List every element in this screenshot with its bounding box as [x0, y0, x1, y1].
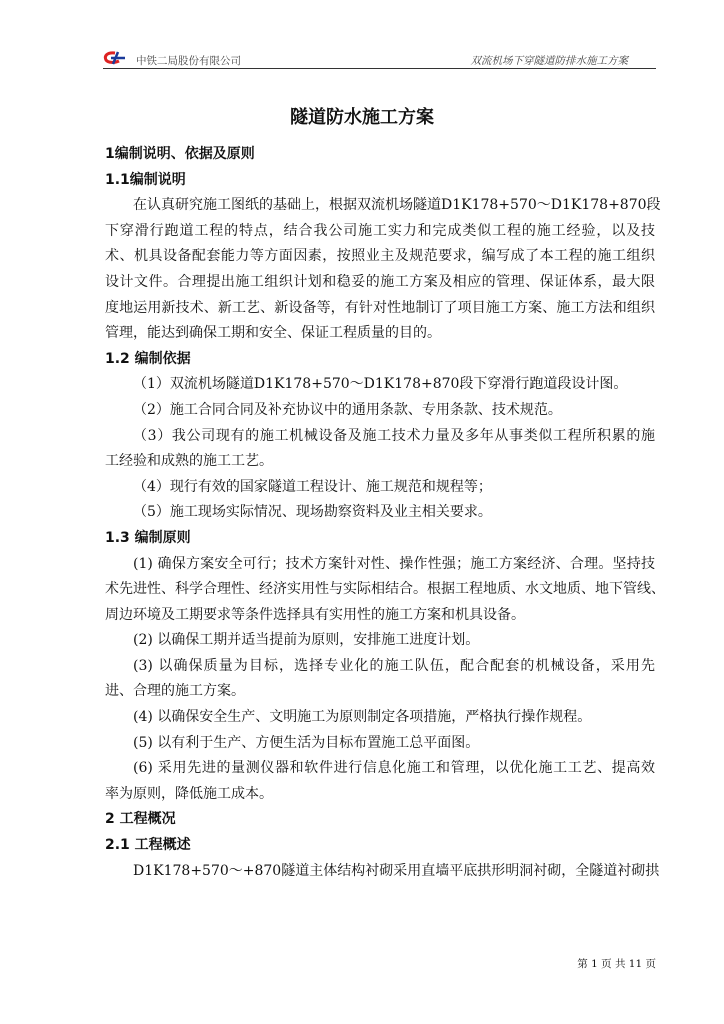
section-heading: 2.1 工程概述: [105, 837, 191, 854]
paragraph-line: 管理，能达到确保工期和安全、保证工程质量的目的。: [105, 325, 441, 342]
page-header: [103, 50, 656, 69]
paragraph-line: （2）施工合同合同及补充协议中的通用条款、专用条款、技术规范。: [133, 401, 562, 418]
section-heading: 2 工程概况: [105, 811, 176, 828]
paragraph-line: （3）我公司现有的施工机械设备及施工技术力量及多年从事类似工程所积累的施: [133, 427, 655, 444]
paragraph-line: 设计文件。合理提出施工组织计划和稳妥的施工方案及相应的管理、保证体系，最大限: [105, 273, 655, 290]
paragraph-line: （1）双流机场隧道D1K178+570～D1K178+870段下穿滑行跑道段设计图。: [133, 376, 628, 393]
paragraph-line: (2) 以确保工期并适当提前为原则，安排施工进度计划。: [133, 632, 480, 649]
paragraph-line: 术、机具设备配套能力等方面因素，按照业主及规范要求，编写成了本工程的施工组织: [105, 248, 655, 265]
header-doc-title: 双流机场下穿隧道防排水施工方案: [470, 55, 628, 67]
paragraph-line: 率为原则，降低施工成本。: [105, 785, 273, 802]
paragraph-line: （4）现行有效的国家隧道工程设计、施工规范和规程等；: [133, 478, 492, 495]
paragraph-line: D1K178+570～+870隧道主体结构衬砌采用直墙平底拱形明洞衬砌，全隧道衬砌拱: [133, 862, 660, 879]
section-heading: 1.2 编制依据: [105, 350, 191, 367]
paragraph-line: （5）施工现场实际情况、现场勘察资料及业主相关要求。: [133, 504, 492, 521]
paragraph-line: (4) 以确保安全生产、文明施工为原则制定各项措施，严格执行操作规程。: [133, 709, 592, 726]
paragraph-line: (5) 以有利于生产、方便生活为目标布置施工总平面图。: [133, 734, 480, 751]
company-logo-icon: [103, 51, 127, 65]
paragraph-line: 度地运用新技术、新工艺、新设备等，有针对性地制订了项目施工方案、施工方法和组织: [105, 299, 655, 316]
paragraph-line: 下穿滑行跑道工程的特点，结合我公司施工实力和完成类似工程的施工经验，以及技: [105, 222, 655, 239]
company-name: 中铁二局股份有限公司: [136, 55, 241, 67]
paragraph-line: (3) 以确保质量为目标，选择专业化的施工队伍，配合配套的机械设备，采用先: [133, 657, 655, 674]
section-heading: 1.1编制说明: [105, 171, 186, 188]
paragraph-line: (1) 确保方案安全可行；技术方案针对性、操作性强；施工方案经济、合理。坚持技: [133, 555, 655, 572]
paragraph-line: (6) 采用先进的量测仪器和软件进行信息化施工和管理，以优化施工工艺、提高效: [133, 760, 655, 777]
section-heading: 1.3 编制原则: [105, 529, 191, 546]
paragraph-line: 周边环境及工期要求等条件选择具有实用性的施工方案和机具设备。: [105, 606, 525, 623]
document-body: [105, 142, 665, 884]
paragraph-line: 进、合理的施工方案。: [105, 683, 245, 700]
paragraph-line: 工经验和成熟的施工工艺。: [105, 453, 273, 470]
document-title: 隧道防水施工方案: [290, 107, 434, 128]
paragraph-line: 在认真研究施工图纸的基础上，根据双流机场隧道D1K178+570～D1K178+870段: [133, 197, 661, 214]
section-heading: 1编制说明、依据及原则: [105, 146, 255, 162]
page-number: 第 1 页 共 11 页: [577, 958, 656, 970]
paragraph-line: 术先进性、科学合理性、经济实用性与实际相结合。根据工程地质、水文地质、地下管线、: [105, 581, 665, 598]
